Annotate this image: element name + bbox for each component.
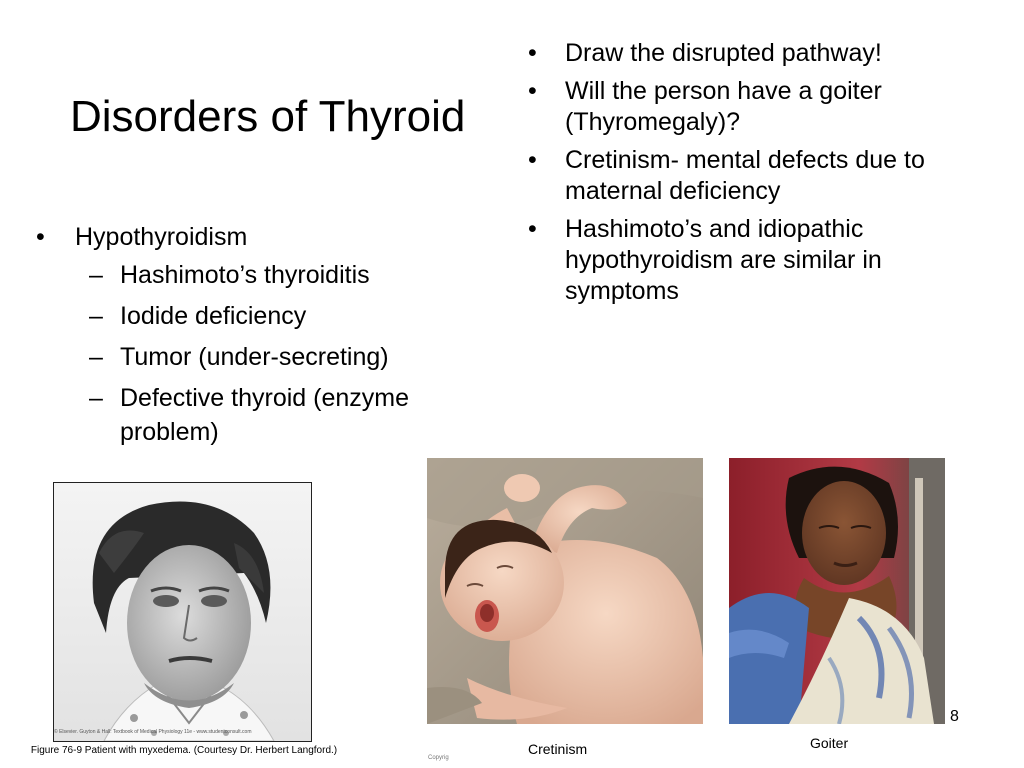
copyright-fragment: Copyrig — [428, 755, 449, 761]
sub-bullet-item: – Defective thyroid (enzyme problem) — [75, 381, 470, 449]
bullet-item: • Cretinism- mental defects due to maternal deficiency — [520, 145, 960, 207]
sub-bullet-item: – Hashimoto’s thyroiditis — [75, 258, 470, 292]
sub-bullet-item: – Tumor (under-secreting) — [75, 340, 470, 374]
photo-credit: © Elsevier. Guyton & Hall: Textbook of Medical Physiology 11e - www.studentconsult.com — [54, 729, 252, 735]
slide-number: 8 — [950, 708, 959, 725]
cretinism-caption: Cretinism — [528, 741, 588, 757]
goiter-caption: Goiter — [810, 735, 849, 751]
bullet-label: Hypothyroidism — [75, 223, 248, 251]
bullet-item: • Draw the disrupted pathway! — [520, 38, 960, 69]
myxedema-patient-photo — [53, 482, 312, 742]
cretinism-baby-photo — [427, 458, 703, 724]
sub-bullet-item: – Iodide deficiency — [75, 299, 470, 333]
sub-bullet-list — [75, 258, 470, 449]
myxedema-caption: Figure 76-9 Patient with myxedema. (Courtesy Dr. Herbert Langford.) — [30, 745, 338, 756]
right-bullet-list — [520, 38, 960, 314]
left-bullet-list — [30, 220, 470, 456]
goiter-woman-photo — [729, 458, 945, 724]
bullet-item: • Will the person have a goiter (Thyromegaly)? — [520, 76, 960, 138]
bullet-item: • Hashimoto’s and idiopathic hypothyroidism are similar in symptoms — [520, 214, 960, 307]
slide-title: Disorders of Thyroid — [70, 92, 466, 141]
bullet-item-hypothyroidism — [30, 220, 470, 449]
